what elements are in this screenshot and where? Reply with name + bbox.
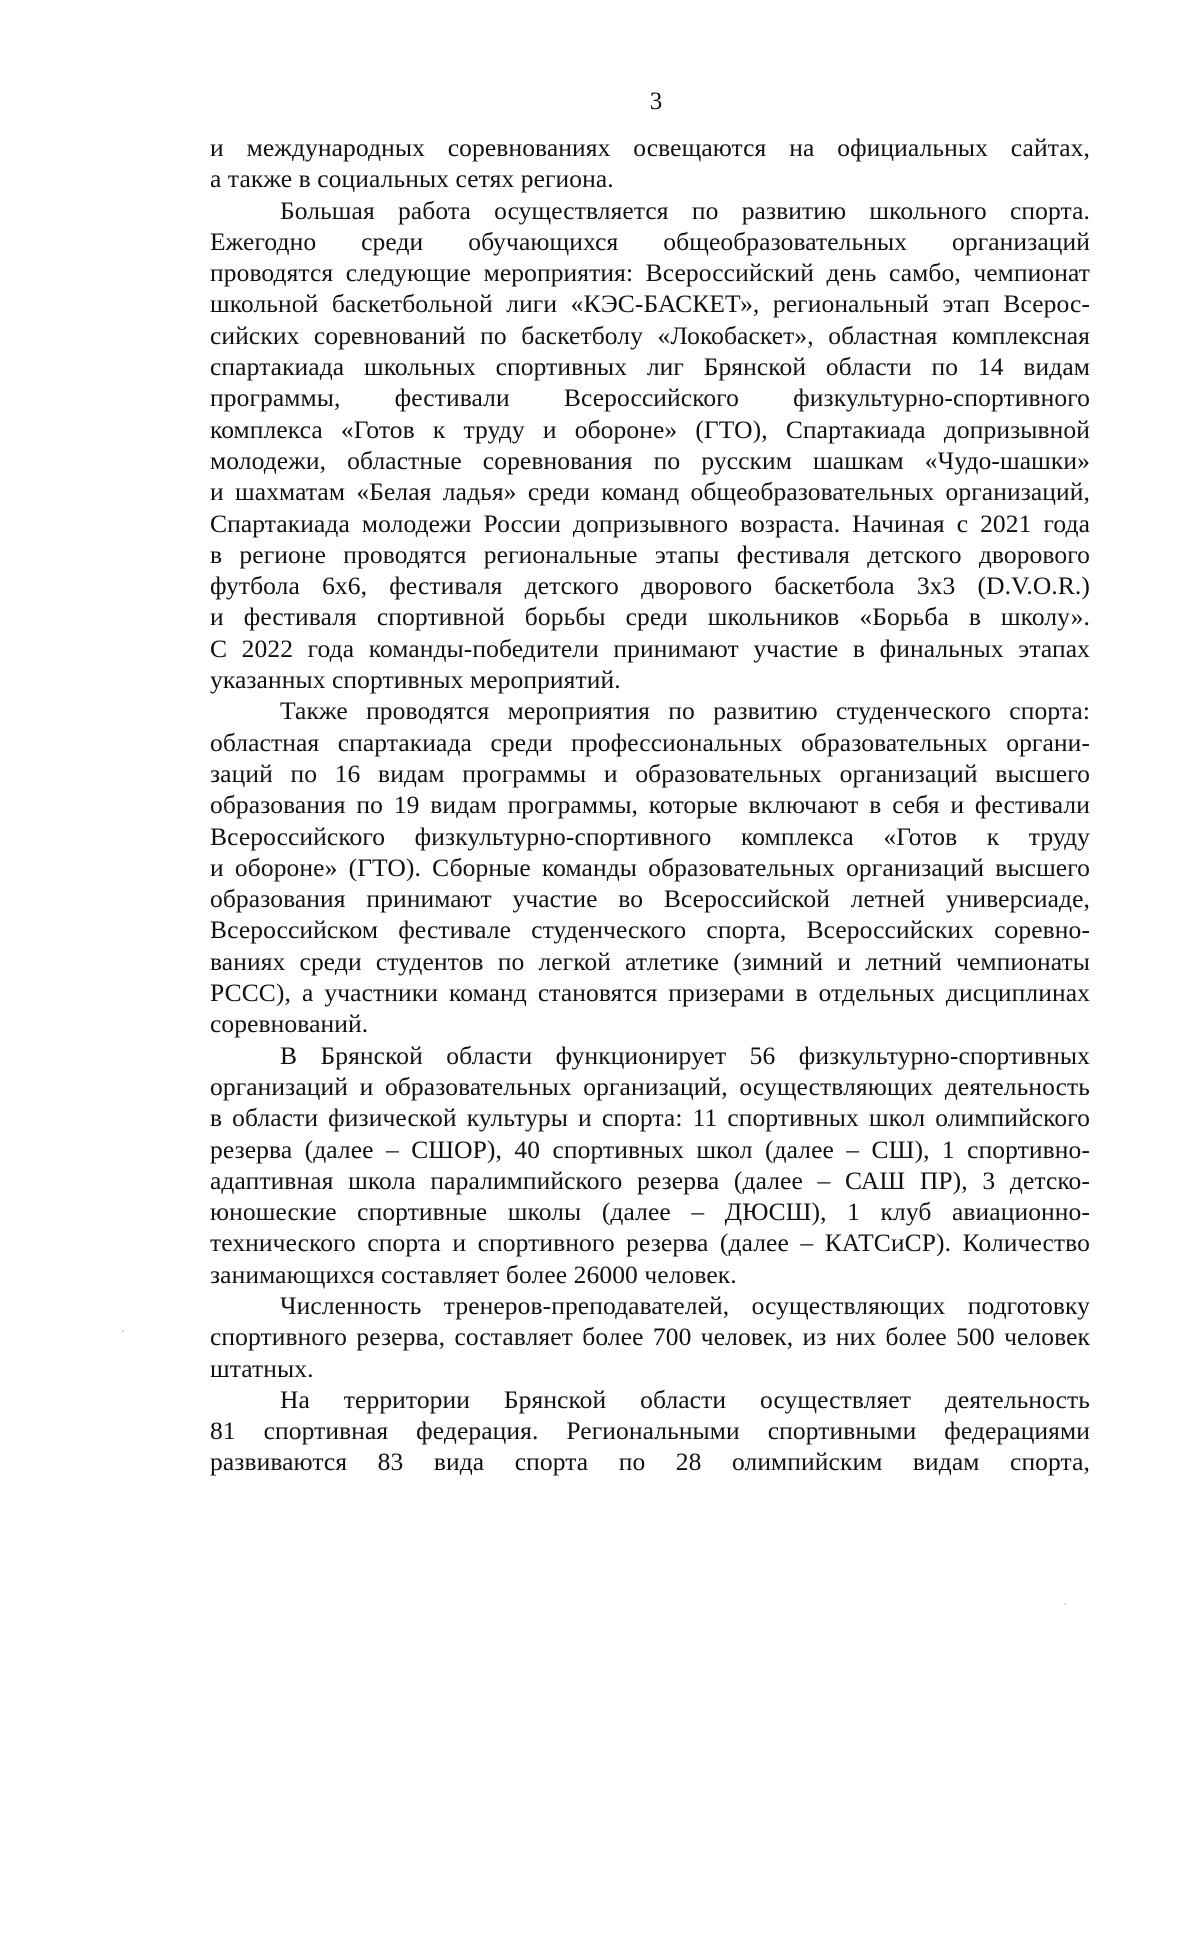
text-line: 81 спортивная федерация. Региональными спортивными федерациями [210, 1416, 1090, 1446]
text-line: Всероссийского физкультурно-спортивного комплекса «Готов к труду [210, 821, 1090, 851]
text-line: юношеские спортивные школы (далее – ДЮСШ), 1 клуб авиационно- [210, 1197, 1090, 1227]
text-line: РССС), а участники команд становятся призерами в отдельных дисциплинах [210, 978, 1090, 1008]
text-line: резерва (далее – СШОР), 40 спортивных школ (далее – СШ), 1 спортивно- [210, 1134, 1090, 1164]
text-line: организаций и образовательных организаций, осуществляющих деятельность [210, 1071, 1090, 1101]
text-line: в регионе проводятся региональные этапы фестиваля детского дворового [210, 539, 1090, 569]
text-line: проводятся следующие мероприятия: Всероссийский день самбо, чемпионат [210, 258, 1090, 288]
text-line: школьной баскетбольной лиги «КЭС-БАСКЕТ», региональный этап Всерос- [210, 289, 1090, 319]
text-line: областная спартакиада среди профессиональных образовательных органи- [210, 727, 1090, 757]
text-line: в области физической культуры и спорта: 11 спортивных школ олимпийского [210, 1103, 1090, 1133]
text-line: комплекса «Готов к труду и обороне» (ГТО), Спартакиада допризывной [210, 414, 1090, 444]
paragraph [210, 1040, 1090, 1290]
text-line: образования принимают участие во Всероссийской летней универсиаде, [210, 884, 1090, 914]
text-line: занимающихся составляет более 26000 человек. [210, 1259, 737, 1289]
text-line: образования по 19 видам программы, которые включают в себя и фестивали [210, 790, 1090, 820]
text-line: и шахматам «Белая ладья» среди команд общеобразовательных организаций, [210, 477, 1090, 507]
text-line: и фестиваля спортивной борьбы среди школьников «Борьба в школу». [210, 602, 1090, 632]
text-line: Численность тренеров-преподавателей, осуществляющих подготовку [280, 1290, 1090, 1320]
text-line: технического спорта и спортивного резерва (далее – КАТСиСР). Количество [210, 1228, 1090, 1258]
text-line: молодежи, областные соревнования по русским шашкам «Чудо-шашки» [210, 445, 1090, 475]
document-body [210, 132, 1090, 1478]
text-line: и обороне» (ГТО). Сборные команды образовательных организаций высшего [210, 852, 1090, 882]
paragraph [210, 132, 1090, 195]
text-line: ваниях среди студентов по легкой атлетике (зимний и летний чемпионаты [210, 946, 1090, 976]
text-line: Большая работа осуществляется по развитию школьного спорта. [280, 195, 1090, 225]
page-number: 3 [649, 88, 663, 115]
text-line: заций по 16 видам программы и образовательных организаций высшего [210, 758, 1090, 788]
paragraph [210, 1384, 1090, 1478]
text-line: программы, фестивали Всероссийского физкультурно-спортивного [210, 383, 1090, 413]
text-line: Ежегодно среди обучающихся общеобразовательных организаций [210, 226, 1090, 256]
paragraph [210, 1290, 1090, 1384]
text-line: развиваются 83 вида спорта по 28 олимпийским видам спорта, [210, 1447, 1090, 1477]
text-line: Всероссийском фестивале студенческого спорта, Всероссийских соревно- [210, 915, 1090, 945]
text-line: Также проводятся мероприятия по развитию студенческого спорта: [280, 696, 1090, 726]
text-line: В Брянской области функционирует 56 физкультурно-спортивных [280, 1040, 1090, 1070]
scan-speck [1064, 1603, 1066, 1605]
text-line: спартакиада школьных спортивных лиг Брянской области по 14 видам [210, 352, 1090, 382]
text-line: С 2022 года команды-победители принимают участие в финальных этапах [210, 633, 1090, 663]
text-line: соревнований. [210, 1009, 369, 1039]
text-line: адаптивная школа паралимпийского резерва (далее – САШ ПР), 3 детско- [210, 1165, 1090, 1195]
text-line: сийских соревнований по баскетболу «Локобаскет», областная комплексная [210, 320, 1090, 350]
text-line: спортивного резерва, составляет более 700 человек, из них более 500 человек [210, 1322, 1090, 1352]
text-line: указанных спортивных мероприятий. [210, 665, 621, 695]
text-line: футбола 6х6, фестиваля детского дворового баскетбола 3х3 (D.V.O.R.) [210, 571, 1090, 601]
text-line: и международных соревнованиях освещаются на официальных сайтах, [210, 133, 1090, 162]
text-line: На территории Брянской области осуществляет деятельность [280, 1384, 1090, 1414]
paragraph [210, 695, 1090, 1039]
text-line: Спартакиада молодежи России допризывного возраста. Начиная с 2021 года [210, 508, 1090, 538]
paragraph [210, 195, 1090, 696]
text-line: штатных. [210, 1353, 314, 1383]
text-line: а также в социальных сетях региона. [210, 164, 614, 194]
scan-speck [122, 1330, 124, 1332]
